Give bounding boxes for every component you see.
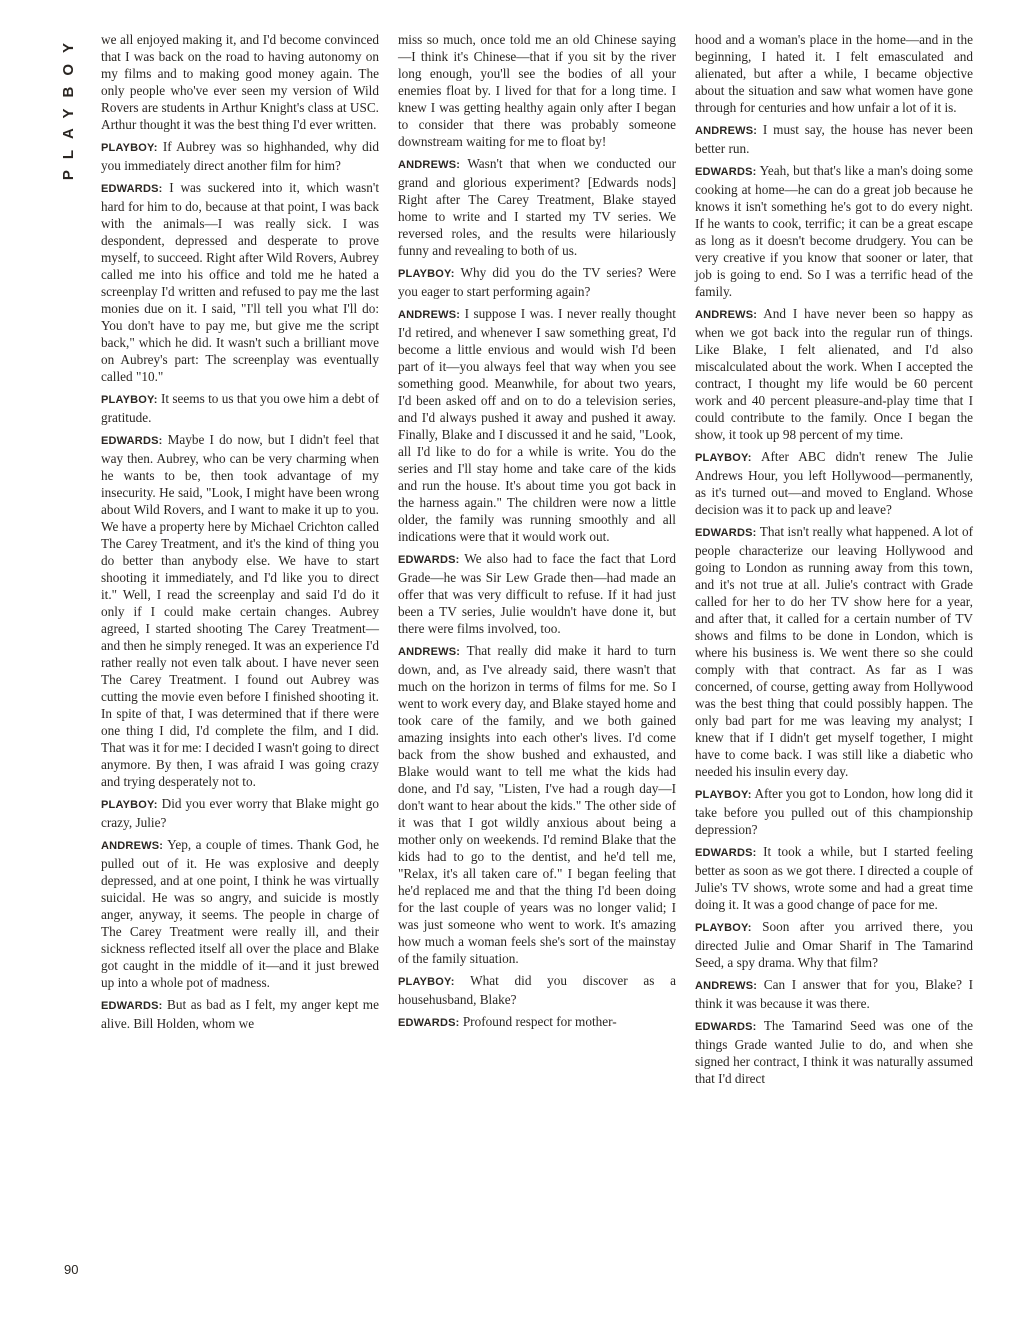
interview-paragraph xyxy=(398,550,676,637)
interview-paragraph xyxy=(101,390,379,426)
text-column-3 xyxy=(695,31,973,1092)
paragraph-text: Soon after you arrived there, you directed Julie and Omar Sharif in The Tamarind Seed, a spy drama. Why that film? xyxy=(695,919,973,970)
paragraph-text: But as bad as I felt, my anger kept me alive. Bill Holden, whom we xyxy=(101,997,379,1031)
speaker-label: ANDREWS: xyxy=(695,309,758,321)
speaker-label: EDWARDS: xyxy=(101,435,163,447)
paragraph-text: we all enjoyed making it, and I'd become convinced that I was back on the road to having autonomy on my films and to making good money again. The only people who've ever seen my version of Wild Rovers are students in Arthur Knight's class at USC. Arthur thought it was the best thing I'd ever written. xyxy=(101,32,379,132)
text-column-1 xyxy=(101,31,379,1037)
paragraph-text: Maybe I do now, but I didn't feel that way then. Aubrey, who can be very charming when he wants to be, then took advantage of my insecurity. He said, "Look, I might have been wrong about Wild Rovers, and I want to make it up to you. We have a property here by Michael Crichton called The Carey Treatment, and it's the kind of thing you do better than anybody else. We have to start shooting it immediately, and I'd like you to direct it." Well, I read the screenplay and said I'd do it only if I could make certain changes. Aubrey agreed, I started shooting The Carey Treatment—and then he simply reneged. It was an experience I'd rather really not even talk about. I have never seen The Carey Treatment. I found out Aubrey was cutting the movie even before I finished shooting it. In spite of that, I was determined that if there were one thing I did, I'd complete the film, and I did. That was it for me: I decided I wasn't going to direct anymore. By then, I was afraid I was going crazy and trying desperately not to. xyxy=(101,432,380,789)
text-column-2 xyxy=(398,31,676,1037)
interview-paragraph xyxy=(101,179,379,385)
interview-paragraph xyxy=(695,31,973,116)
speaker-label: PLAYBOY: xyxy=(398,268,455,280)
speaker-label: EDWARDS: xyxy=(695,166,757,178)
interview-paragraph xyxy=(695,918,973,971)
interview-paragraph xyxy=(101,138,379,174)
speaker-label: PLAYBOY: xyxy=(101,142,158,154)
paragraph-text: Yep, a couple of times. Thank God, he pulled out of it. He was explosive and deeply depressed, and at one point, I think he was virtually suicidal. He was so angry, and suicide is mostly anger, anyway, it seems. The people in charge of The Carey Treatment were really ill, and their sickness reflected itself all over the place and Blake got caught in the middle of it—and it just brewed up into a whole pot of madness. xyxy=(101,837,379,990)
paragraph-text: Why did you do the TV series? Were you eager to start performing again? xyxy=(398,265,676,299)
interview-paragraph xyxy=(695,305,973,443)
interview-paragraph xyxy=(398,31,676,150)
interview-paragraph xyxy=(398,264,676,300)
paragraph-text: What did you discover as a househusband, Blake? xyxy=(398,973,676,1007)
speaker-label: EDWARDS: xyxy=(398,1017,460,1029)
paragraph-text: Wasn't that when we conducted our grand and glorious experiment? [Edwards nods] Right after The Carey Treatment, Blake stayed home to write and I started my TV series. We reversed roles, and the results were hilariously funny and revealing to both of us. xyxy=(398,156,676,258)
speaker-label: EDWARDS: xyxy=(695,1021,757,1033)
speaker-label: ANDREWS: xyxy=(695,125,758,137)
speaker-label: ANDREWS: xyxy=(101,840,164,852)
paragraph-text: After you got to London, how long did it take before you pulled out of this championship depression? xyxy=(695,786,973,837)
paragraph-text: That really did make it hard to turn down, and, as I've already said, there wasn't that much on the horizon in terms of films for me. So I went to work every day, and Blake stayed home and took care of the family, and we both gained amazing insights into each other's lives. I'd come back from the show bushed and exhausted, and Blake would want to tell me what the kids had done, and I'd say, "Listen, I've had a rough day—I don't want to hear about the kids." The other side of it was that I got wildly anxious about being a mother only on weekends. I'd remind Blake that the kids had to go to the dentist, and he'd tell me, "Relax, it's all taken care of." I began feeling that he'd replaced me and that the thing I'd been doing for the last couple of years was no longer valid; I was just someone who went to work. It's amazing how much a woman feels she's sort of the mainstay of the family situation. xyxy=(398,643,676,966)
paragraph-text: Did you ever worry that Blake might go crazy, Julie? xyxy=(101,796,379,830)
paragraph-text: Yeah, but that's like a man's doing some cooking at home—he can do a great job because he knows it isn't something he's got to do every night. If he wants to cook, terrific; it can be a great escape as long as it doesn't become drudgery. You can be very creative if you know that sooner or later, that job is going to end. So I was a terrific head of the family. xyxy=(695,163,974,299)
paragraph-text: miss so much, once told me an old Chinese saying—I think it's Chinese—that if you sit by the river long enough, you'll see the bodies of all your enemies float by. I lived for that for a long time. I knew I was getting healthy again only after I began to consider that there was probably someone downstream waiting for me to float by! xyxy=(398,32,676,149)
speaker-label: PLAYBOY: xyxy=(695,452,752,464)
speaker-label: EDWARDS: xyxy=(695,847,757,859)
speaker-label: EDWARDS: xyxy=(101,183,163,195)
interview-paragraph xyxy=(101,795,379,831)
speaker-label: PLAYBOY: xyxy=(101,394,158,406)
magazine-sidebar-title: PLAYBOY xyxy=(60,32,77,181)
speaker-label: ANDREWS: xyxy=(398,309,461,321)
paragraph-text: hood and a woman's place in the home—and in the beginning, I hated it. I felt emasculated and alienated, but after a while, I became objective about the situation and saw what women have gone through for centuries and how unfair a lot of it is. xyxy=(695,32,973,115)
interview-paragraph xyxy=(398,155,676,259)
paragraph-text: The Tamarind Seed was one of the things Grade wanted Julie to do, and when she signed her contract, I think it was naturally assumed that I'd direct xyxy=(695,1018,973,1086)
interview-paragraph xyxy=(695,1017,973,1087)
interview-paragraph xyxy=(695,843,973,913)
interview-paragraph xyxy=(398,972,676,1008)
paragraph-text: I suppose I was. I never really thought I'd retired, and whenever I saw something great, I'd become a little envious and would wish I'd been part of it—you always feel that way when you see something good. Meanwhile, for about two years, I'd been asked off and on to do a television series, and I'd always pushed it away and pushed it away. Finally, Blake and I discussed it and he said, "Look, all I'd like to do for a while is write. You do the series and I'll stay home and take care of the kids and run the house. It's about time you got back in the harness again." The children were now a little older, the family was running smoothly and all indications were that it would work out. xyxy=(398,306,676,544)
paragraph-text: If Aubrey was so highhanded, why did you immediately direct another film for him? xyxy=(101,139,379,173)
interview-paragraph xyxy=(398,642,676,967)
interview-paragraph xyxy=(695,162,973,300)
page-number: 90 xyxy=(64,1262,79,1277)
interview-paragraph xyxy=(695,976,973,1012)
speaker-label: PLAYBOY: xyxy=(101,799,158,811)
paragraph-text: And I have never been so happy as when we got back into the regular run of things. Like Blake, I felt alienated, and I'd also miscalculated about the work. When I accepted the contract, I thought my life would be 60 percent work and 40 percent pleasure-and-play time that I could contribute to the family. Once I began the show, it took up 98 percent of my time. xyxy=(695,306,973,442)
interview-paragraph xyxy=(101,996,379,1032)
interview-paragraph xyxy=(695,785,973,838)
speaker-label: EDWARDS: xyxy=(101,1000,163,1012)
paragraph-text: It took a while, but I started feeling better as soon as we got there. I directed a couple of Julie's TV shows, wrote some and had a great time doing it. It was a good change of pace for me. xyxy=(695,844,974,912)
interview-paragraph xyxy=(695,121,973,157)
interview-paragraph xyxy=(695,448,973,518)
interview-paragraph xyxy=(101,836,379,991)
speaker-label: PLAYBOY: xyxy=(695,789,752,801)
interview-paragraph xyxy=(398,305,676,545)
paragraph-text: That isn't really what happened. A lot of people characterize our leaving Hollywood and going to London as running away from this town, and it's not true at all. Julie's contract with Grade called for her to do her TV show here for a year, and after that, it called for a certain number of TV shows and films to be done in London, which is where his business is. We went there so she could comply with that contract. As far as I was concerned, of course, getting away from Hollywood was the best thing that could possibly happen. The only bad part for me was leaving my analyst; I knew that if I didn't get myself together, I might have to come back. I was still like a diabetic who needed his insulin every day. xyxy=(695,524,973,779)
interview-paragraph xyxy=(398,1013,676,1032)
speaker-label: ANDREWS: xyxy=(398,646,461,658)
paragraph-text: We also had to face the fact that Lord Grade—he was Sir Lew Grade then—had made an offer that was very difficult to refuse. If it had just been a TV series, Julie wouldn't have done it, but there were films involved, too. xyxy=(398,551,676,636)
interview-paragraph xyxy=(101,431,379,790)
speaker-label: PLAYBOY: xyxy=(398,976,455,988)
speaker-label: EDWARDS: xyxy=(695,527,757,539)
paragraph-text: I must say, the house has never been better run. xyxy=(695,122,974,156)
interview-paragraph xyxy=(695,523,973,780)
paragraph-text: Can I answer that for you, Blake? I think it was because it was there. xyxy=(695,977,973,1011)
interview-paragraph xyxy=(101,31,379,133)
paragraph-text: I was suckered into it, which wasn't hard for him to do, because at that point, I was back with the animals—I was really sick. I was despondent, depressed and desperate to prove myself, to succeed. Right after Wild Rovers, Aubrey called me into his office and told me he hated a screenplay I'd written and refused to pay me the last monies due on it. I said, "I'll tell you what I'll do: You don't have to pay me, but give me the script back," which he did. It wasn't such a brilliant move on Aubrey's part: The screenplay was eventually called "10." xyxy=(101,180,380,384)
speaker-label: PLAYBOY: xyxy=(695,922,752,934)
speaker-label: ANDREWS: xyxy=(398,159,461,171)
paragraph-text: After ABC didn't renew The Julie Andrews Hour, you left Hollywood—permanently, as it's turned out—and moved to England. Whose decision was it to pack up and leave? xyxy=(695,449,973,517)
paragraph-text: It seems to us that you owe him a debt of gratitude. xyxy=(101,391,380,425)
speaker-label: EDWARDS: xyxy=(398,554,460,566)
paragraph-text: Profound respect for mother- xyxy=(462,1014,617,1029)
speaker-label: ANDREWS: xyxy=(695,980,758,992)
